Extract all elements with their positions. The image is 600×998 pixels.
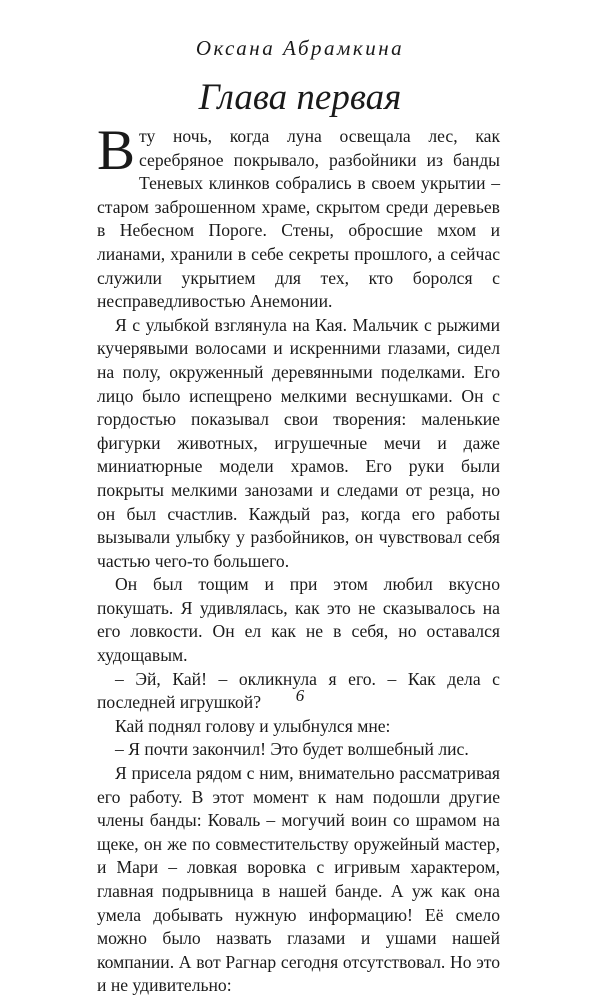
paragraph-5: Я присела рядом с ним, внимательно рассматривая его работу. В этот момент к нам подошли другие члены банды: Коваль – могучий воин со шрамом на щеке, он же по совместительству оружейный мастер, и Мари – ловкая воровка с игривым характером, главная подрывница в нашей банде. А уж как она умела добывать нужную информацию! Её смело можно было назвать глазами и ушами нашей компании. А вот Рагнар сегодня отсутствовал. Но это и не удивительно: <box>97 763 500 996</box>
paragraph-1 <box>97 119 500 314</box>
dialogue-line-1: – Эй, Кай! – окликнула я его. – Как дела с последней игрушкой? <box>97 668 500 713</box>
running-header-author: Оксана Абрамкина <box>195 36 405 60</box>
paragraph-4: Кай поднял голову и улыбнулся мне: <box>115 715 391 736</box>
page-number: 6 <box>295 686 305 705</box>
paragraph-1-text: ту ночь, когда луна освещала лес, как серебряное покрывало, разбойники из банды Теневых клинков собрались в своем укрытии – старом заброшенном храме, скрытом среди деревьев в Небесном Пороге. Стены, обросшие мхом и лианами, хранили в себе секреты прошлого, а сейчас служили укрытием для тех, кто боролся с несправедливостью Анемонии. <box>97 126 500 312</box>
chapter-title: Глава первая <box>198 77 402 118</box>
body-text <box>97 119 500 998</box>
dialogue-line-2: – Я почти закончил! Это будет волшебный лис. <box>115 739 469 760</box>
paragraph-2: Я с улыбкой взглянула на Кая. Мальчик с рыжими кучерявыми волосами и искренними глазами, сидел на полу, окруженный деревянными поделками. Его лицо было испещрено мелкими веснушками. Он с гордостью показывал свои творения: маленькие фигурки животных, игрушечные мечи и даже миниатюрные модели храмов. Его руки были покрыты мелкими занозами и следами от резца, но он был счастлив. Каждый раз, когда его работы вызывали улыбку у разбойников, он чувствовал себя частью чего-то большего. <box>97 314 500 571</box>
drop-cap: В <box>97 119 136 182</box>
paragraph-3: Он был тощим и при этом любил вкусно покушать. Я удивлялась, как это не сказывалось на его ловкости. Он ел как не в себя, но оставался худощавым. <box>97 574 500 666</box>
